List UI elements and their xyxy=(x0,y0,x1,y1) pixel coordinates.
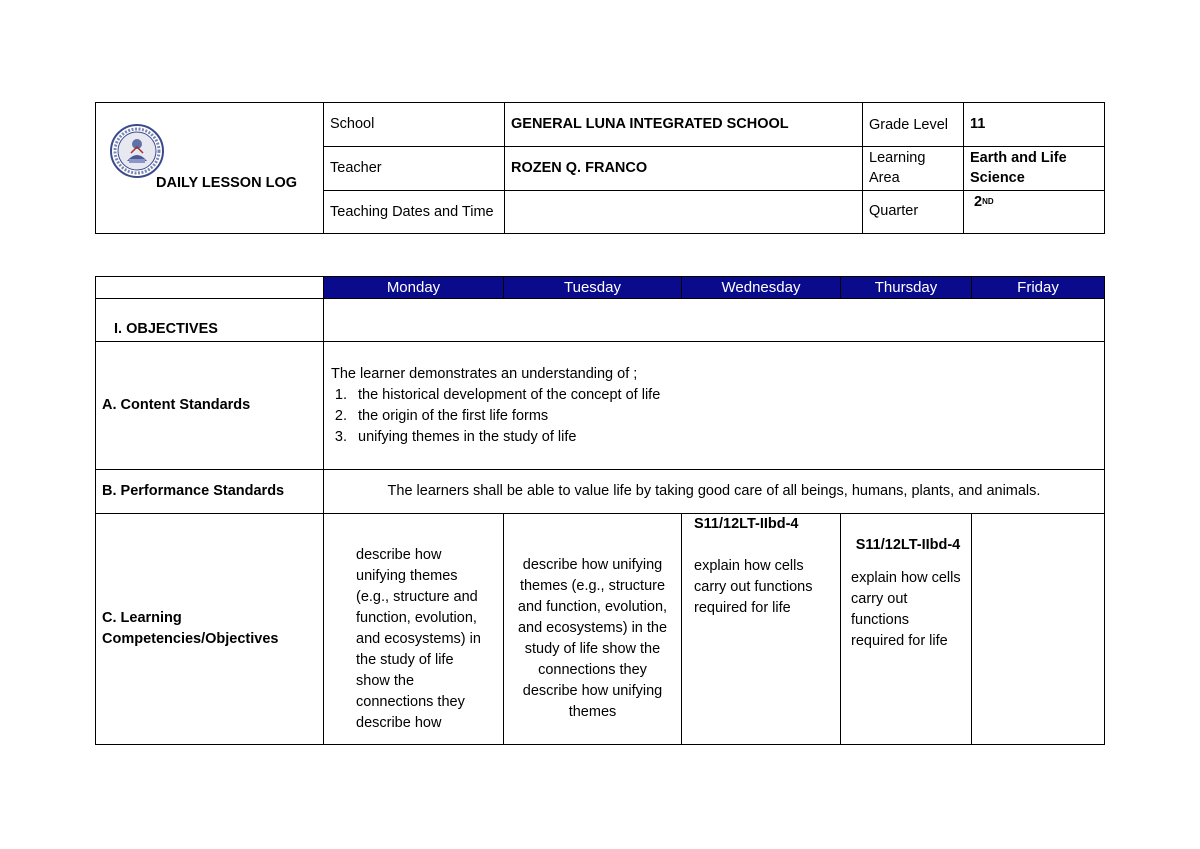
content-standards-list xyxy=(331,385,1097,448)
competency-text: explain how cells carry out functions required for life xyxy=(851,570,961,649)
school-label: School xyxy=(324,103,505,147)
list-item: 2. the origin of the first life forms xyxy=(334,407,549,424)
performance-standards-row xyxy=(96,470,1105,514)
competency-code: S11/12LT-IIbd-4 xyxy=(694,516,799,532)
competency-tuesday: describe how unifying themes (e.g., structure and function, evolution, and ecosystems) in the study of life show the connections they describe how unifying themes xyxy=(504,514,682,745)
competency-friday xyxy=(972,514,1105,745)
list-item: 3. unifying themes in the study of life xyxy=(334,428,577,445)
teaching-dates-label: Teaching Dates and Time xyxy=(324,190,505,233)
quarter-label: Quarter xyxy=(863,190,964,233)
day-thursday: Thursday xyxy=(841,277,972,299)
teacher-value: ROZEN Q. FRANCO xyxy=(505,147,863,190)
day-tuesday: Tuesday xyxy=(504,277,682,299)
competency-monday: describe how unifying themes (e.g., structure and function, evolution, and ecosystems) in the study of life show the connections they describe how xyxy=(324,514,504,745)
learning-area-label: Learning Area xyxy=(863,147,964,190)
logo-title-cell xyxy=(96,103,324,234)
competency-code: S11/12LT-IIbd-4 xyxy=(855,537,961,553)
performance-standards-text: The learners shall be able to value life by taking good care of all beings, humans, plants, and animals. xyxy=(324,470,1105,514)
content-standards-row xyxy=(96,342,1105,470)
school-value: GENERAL LUNA INTEGRATED SCHOOL xyxy=(505,103,863,147)
grade-value: 11 xyxy=(964,103,1105,147)
teaching-dates-value xyxy=(505,190,863,233)
document-title: DAILY LESSON LOG xyxy=(156,175,297,191)
objectives-row xyxy=(96,299,1105,342)
content-standards-content xyxy=(324,342,1105,470)
lesson-table xyxy=(95,276,1105,745)
header-table xyxy=(95,102,1105,234)
competency-wednesday xyxy=(682,514,841,745)
content-standards-label: A. Content Standards xyxy=(96,342,324,470)
objectives-content xyxy=(324,299,1105,342)
day-header-blank xyxy=(96,277,324,299)
competencies-label: C. Learning Competencies/Objectives xyxy=(96,514,324,745)
objectives-label: I. OBJECTIVES xyxy=(96,299,324,342)
performance-standards-label: B. Performance Standards xyxy=(96,470,324,514)
competency-text: explain how cells carry out functions required for life xyxy=(694,558,813,616)
learning-area-value: Earth and Life Science xyxy=(964,147,1105,190)
quarter-value-cell xyxy=(964,190,1105,233)
teacher-label: Teacher xyxy=(324,147,505,190)
day-header-row xyxy=(96,277,1105,299)
deped-seal-icon xyxy=(109,123,165,179)
day-friday: Friday xyxy=(972,277,1105,299)
competencies-row xyxy=(96,514,1105,745)
competency-thursday xyxy=(841,514,972,745)
content-standards-intro: The learner demonstrates an understanding of ; xyxy=(331,365,638,382)
day-monday: Monday xyxy=(324,277,504,299)
grade-label: Grade Level xyxy=(863,103,964,147)
list-item: 1. the historical development of the concept of life xyxy=(334,386,661,403)
day-wednesday: Wednesday xyxy=(682,277,841,299)
quarter-suffix: ND xyxy=(982,196,994,206)
quarter-value: 2 xyxy=(974,193,983,210)
